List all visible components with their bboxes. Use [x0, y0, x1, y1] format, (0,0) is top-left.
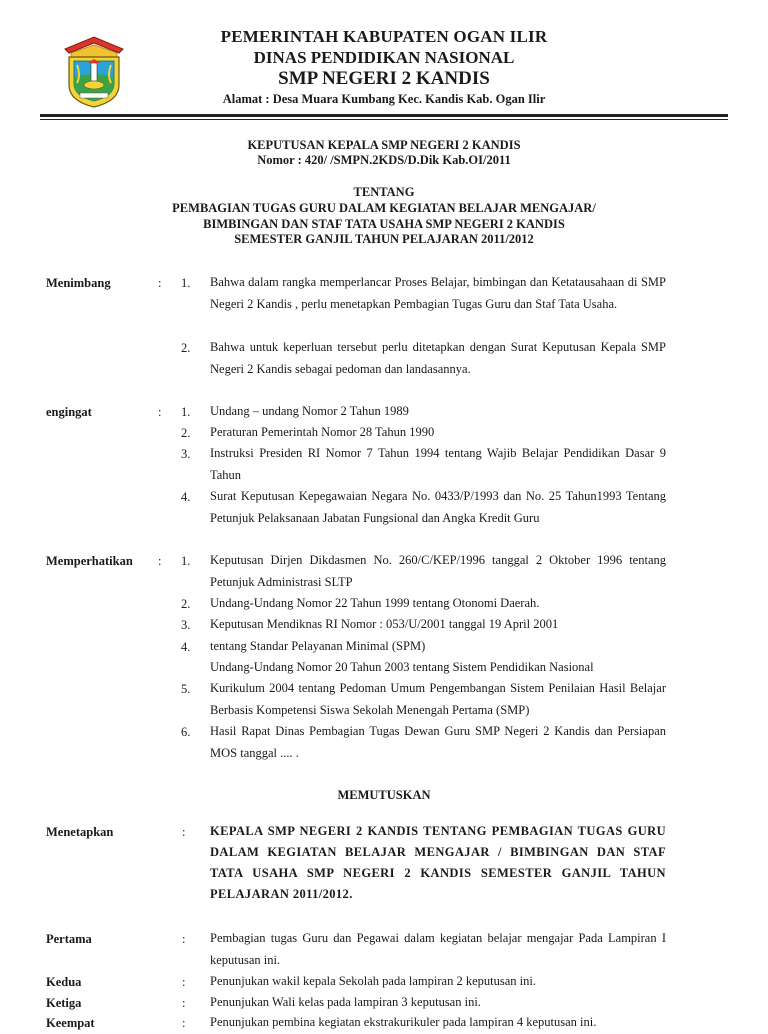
letterhead-rule-thick — [40, 114, 728, 117]
section-colon: : — [182, 1016, 186, 1030]
point-label-keempat: Keempat — [46, 1016, 95, 1030]
list-number: 6. — [181, 725, 191, 739]
decision-point: Penunjukan Wali kelas pada lampiran 3 keputusan ini. — [210, 995, 481, 1009]
section-colon: : — [158, 405, 162, 419]
decision-heading: MEMUTUSKAN — [337, 788, 431, 802]
list-number: 1. — [181, 405, 191, 419]
list-item: Instruksi Presiden RI Nomor 7 Tahun 1994 tentang Wajib Belajar Pendidikan Dasar 9 Tahun — [210, 446, 666, 482]
decree-subject-line-3: SEMESTER GANJIL TAHUN PELAJARAN 2011/2012 — [234, 232, 534, 246]
decision-statement: KEPALA SMP NEGERI 2 KANDIS TENTANG PEMBAGIAN TUGAS GURU DALAM KEGIATAN BELAJAR MENGAJAR / BIMBINGAN DAN STAF TATA USAHA SMP NEGERI 2 KANDIS SEMESTER GANJIL TAHUN PELAJARAN 2011/2012. — [210, 824, 666, 901]
list-number: 3. — [181, 618, 191, 632]
list-item: Keputusan Mendiknas RI Nomor : 053/U/2001 tanggal 19 April 2001 — [210, 617, 559, 631]
decision-point: Penunjukan wakil kepala Sekolah pada lampiran 2 keputusan ini. — [210, 974, 536, 988]
letterhead-rule-thin — [40, 119, 728, 120]
list-number: 4. — [181, 640, 191, 654]
list-item: Keputusan Dirjen Dikdasmen No. 260/C/KEP/1996 tanggal 2 Oktober 1996 tentang Petunjuk Administrasi SLTP — [210, 553, 666, 589]
section-colon: : — [182, 932, 186, 946]
list-item: tentang Standar Pelayanan Minimal (SPM) — [210, 639, 426, 653]
decree-title: KEPUTUSAN KEPALA SMP NEGERI 2 KANDIS — [247, 138, 521, 152]
point-label-ketiga: Ketiga — [46, 996, 82, 1010]
list-number: 2. — [181, 597, 191, 611]
school-name: SMP NEGERI 2 KANDIS — [278, 68, 490, 89]
list-number: 1. — [181, 554, 191, 568]
list-item: Bahwa untuk keperluan tersebut perlu ditetapkan dengan Surat Keputusan Kepala SMP Negeri 2 Kandis sebagai pedoman dan landasannya. — [210, 340, 666, 376]
section-label-mengingat: engingat — [46, 405, 92, 419]
list-number: 1. — [181, 276, 191, 290]
decree-number: Nomor : 420/ /SMPN.2KDS/D.Dik Kab.OI/2011 — [257, 153, 511, 167]
decision-point: Penunjukan pembina kegiatan ekstrakurikuler pada lampiran 4 keputusan ini. — [210, 1015, 597, 1029]
decree-about: TENTANG — [353, 185, 415, 199]
list-item: Peraturan Pemerintah Nomor 28 Tahun 1990 — [210, 425, 435, 439]
list-item: Kurikulum 2004 tentang Pedoman Umum Pengembangan Sistem Penilaian Hasil Belajar Berbasis Kompetensi Siswa Sekolah Menengah Pertama (SMP) — [210, 681, 666, 717]
section-colon: : — [182, 825, 186, 839]
list-item: Undang – undang Nomor 2 Tahun 1989 — [210, 404, 409, 418]
government-name: PEMERINTAH KABUPATEN OGAN ILIR — [220, 27, 548, 46]
list-item: Undang-Undang Nomor 22 Tahun 1999 tentang Otonomi Daerah. — [210, 596, 540, 610]
list-number: 4. — [181, 490, 191, 504]
regency-crest-icon — [63, 35, 125, 109]
section-label-menimbang: Menimbang — [46, 276, 111, 290]
department-name: DINAS PENDIDIKAN NASIONAL — [253, 48, 515, 67]
section-colon: : — [182, 996, 186, 1010]
point-label-kedua: Kedua — [46, 975, 82, 989]
section-colon: : — [182, 975, 186, 989]
section-label-memperhatikan: Memperhatikan — [46, 554, 133, 568]
school-address: Alamat : Desa Muara Kumbang Kec. Kandis Kab. Ogan Ilir — [222, 92, 546, 106]
decree-subject-line-1: PEMBAGIAN TUGAS GURU DALAM KEGIATAN BELAJAR MENGAJAR/ — [172, 201, 596, 215]
list-number: 2. — [181, 426, 191, 440]
section-label-menetapkan: Menetapkan — [46, 825, 114, 839]
point-label-pertama: Pertama — [46, 932, 92, 946]
list-number: 3. — [181, 447, 191, 461]
section-colon: : — [158, 276, 162, 290]
list-number: 2. — [181, 341, 191, 355]
list-number: 5. — [181, 682, 191, 696]
section-colon: : — [158, 554, 162, 568]
list-item: Undang-Undang Nomor 20 Tahun 2003 tentang Sistem Pendidikan Nasional — [210, 660, 594, 674]
list-item: Hasil Rapat Dinas Pembagian Tugas Dewan Guru SMP Negeri 2 Kandis dan Persiapan MOS tanggal .... . — [210, 724, 666, 760]
list-item: Bahwa dalam rangka memperlancar Proses Belajar, bimbingan dan Ketatausahaan di SMP Negeri 2 Kandis , perlu menetapkan Pembagian Tugas Guru dan Staf Tata Usaha. — [210, 275, 666, 311]
decree-subject-line-2: BIMBINGAN DAN STAF TATA USAHA SMP NEGERI 2 KANDIS — [203, 217, 565, 231]
list-item: Surat Keputusan Kepegawaian Negara No. 0433/P/1993 dan No. 25 Tahun1993 Tentang Petunjuk Pelaksanaan Jabatan Fungsional dan Angka Kredit Guru — [210, 489, 666, 525]
decision-point: Pembagian tugas Guru dan Pegawai dalam kegiatan belajar mengajar Pada Lampiran I keputusan ini. — [210, 931, 666, 967]
